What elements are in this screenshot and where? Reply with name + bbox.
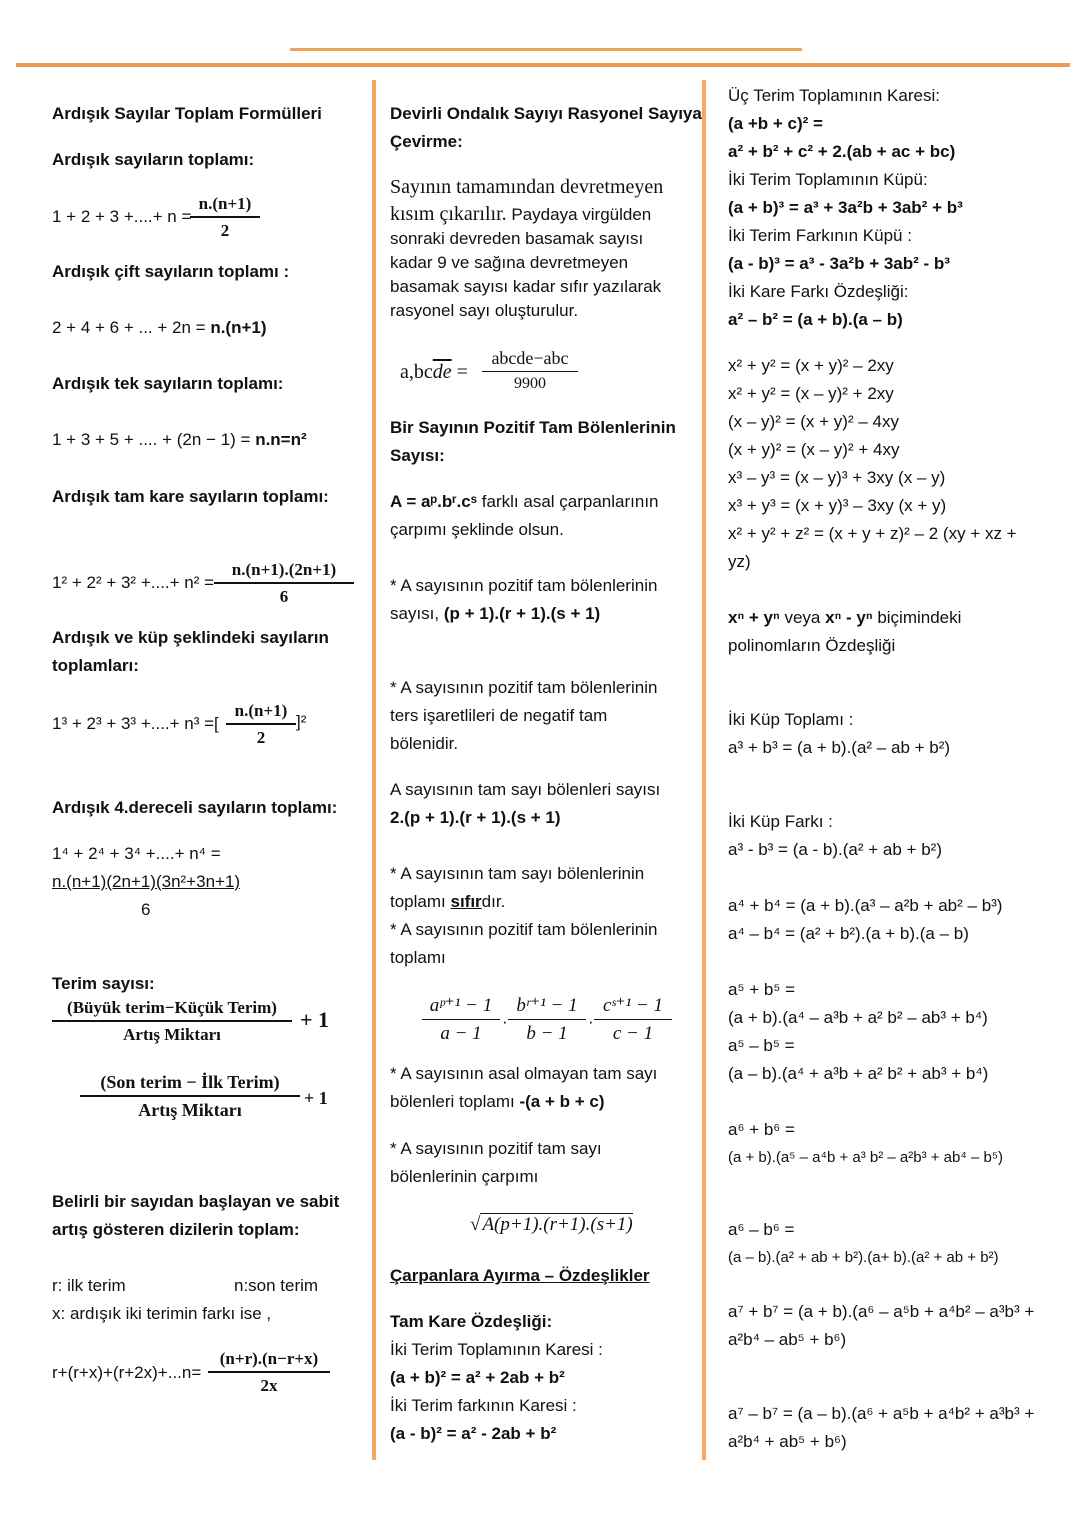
- cube-sum-2-label: İki Küp Toplamı :: [728, 710, 854, 729]
- cube-diff-2-formula: a³ - b³ = (a - b).(a² + ab + b²): [728, 840, 942, 859]
- terms-label: Terim sayısı:: [52, 974, 155, 993]
- int-count-line1: A sayısının tam sayı bölenleri sayısı: [390, 780, 661, 799]
- cube-diff-2-label: İki Küp Farkı :: [728, 812, 833, 831]
- power4-diff: a⁴ – b⁴ = (a² + b²).(a + b).(a – b): [728, 924, 969, 943]
- nonprime-line2: bölenleri toplamı -(a + b + c): [390, 1092, 605, 1111]
- pos-sum-line2: toplamı: [390, 948, 446, 967]
- cube-tail: ]²: [296, 712, 307, 731]
- seq-first-term: r: ilk terim: [52, 1276, 126, 1295]
- cube-label-line1: Ardışık ve küp şeklindeki sayıların: [52, 628, 329, 647]
- cube-sum-label: İki Terim Toplamının Küpü:: [728, 170, 928, 189]
- seq-denominator: 2x: [260, 1376, 278, 1395]
- power5-sum-line1: a⁵ + b⁵ =: [728, 980, 796, 999]
- seq-label-line1: Belirli bir sayıdan başlayan ve sabit: [52, 1192, 340, 1211]
- identity-x5: x³ – y³ = (x – y)³ + 3xy (x – y): [728, 468, 946, 487]
- sum-factor-b: [508, 994, 586, 1045]
- cube-numerator: n.(n+1): [226, 701, 296, 725]
- section-title: Ardışık Sayılar Toplam Formülleri: [52, 104, 322, 123]
- negative-line2: ters işaretlileri de negatif tam: [390, 706, 608, 725]
- column-divider-right: [702, 80, 706, 1460]
- sum-factor-c-denominator: c − 1: [612, 1023, 654, 1044]
- power6-sum-line1: a⁶ + b⁶ =: [728, 1120, 795, 1139]
- terms-fraction-2: [80, 1072, 300, 1121]
- decimal-denominator: 9900: [514, 375, 546, 392]
- power7-sum-line2: a²b⁴ – ab⁵ + b⁶): [728, 1330, 847, 1349]
- poly-title-line1: xⁿ + yⁿ veya xⁿ - yⁿ biçimindeki: [728, 608, 962, 627]
- divisors-title-line1: Bir Sayının Pozitif Tam Bölenlerinin: [390, 418, 676, 437]
- trinomial-line2: a² + b² + c² + 2.(ab + ac + bc): [728, 142, 956, 161]
- terms-plus-1: + 1: [300, 1007, 330, 1032]
- negative-line3: bölenidir.: [390, 734, 459, 753]
- even-formula: 2 + 4 + 6 + ... + 2n = n.(n+1): [52, 318, 267, 337]
- a-definition-line1: A = aᵖ.bʳ.cˢ farklı asal çarpanlarının: [390, 492, 659, 511]
- square-sum-label: İki Terim Toplamının Karesi :: [390, 1340, 603, 1359]
- identity-x4: (x + y)² = (x – y)² + 4xy: [728, 440, 900, 459]
- pos-count-line1: * A sayısının pozitif tam bölenlerinin: [390, 576, 658, 595]
- trinomial-label: Üç Terim Toplamının Karesi:: [728, 86, 940, 105]
- negative-line1: * A sayısının pozitif tam bölenlerinin: [390, 678, 658, 697]
- decimal-desc-line6: rasyonel sayı oluşturulur.: [390, 301, 579, 320]
- power7-diff-line1: a⁷ – b⁷ = (a – b).(a⁶ + a⁵b + a⁴b² + a³b³ +: [728, 1404, 1035, 1423]
- sum-lhs: 1 + 2 + 3 +....+ n =: [52, 207, 192, 226]
- sum-factor-b-denominator: b − 1: [526, 1023, 568, 1044]
- power6-diff-line2: (a – b).(a² + ab + b²).(a+ b).(a² + ab + b²): [728, 1249, 999, 1266]
- decimal-numerator: abcde−abc: [482, 348, 578, 372]
- divisors-title-line2: Sayısı:: [390, 446, 445, 465]
- decimal-lhs: $a,bc\overline{de}$ =: [400, 361, 468, 383]
- a-definition-line2: çarpımı şeklinde olsun.: [390, 520, 564, 539]
- sum-numerator: n.(n+1): [190, 194, 260, 218]
- square-label: Ardışık tam kare sayıların toplamı:: [52, 487, 329, 506]
- trinomial-line1: (a +b + c)² =: [728, 114, 823, 133]
- power4-sum: a⁴ + b⁴ = (a + b).(a³ – a²b + ab² – b³): [728, 896, 1003, 915]
- column-divider-left: [372, 80, 376, 1460]
- sum-factor-c-numerator: cˢ⁺¹ − 1: [594, 994, 672, 1020]
- sum-factor-a-denominator: a − 1: [440, 1023, 482, 1044]
- odd-label: Ardışık tek sayıların toplamı:: [52, 374, 284, 393]
- terms-numerator-1: (Büyük terim−Küçük Terim): [52, 998, 292, 1022]
- int-sum-line1: * A sayısının tam sayı bölenlerinin: [390, 864, 645, 883]
- int-count-formula: 2.(p + 1).(r + 1).(s + 1): [390, 808, 561, 827]
- power6-sum-line2: (a + b).(a⁵ – a⁴b + a³ b² – a²b³ + ab⁴ – b⁵): [728, 1149, 1004, 1166]
- decimal-desc-line2: kısım çıkarılır. Paydaya virgülden: [390, 203, 652, 225]
- decimal-title-line1: Devirli Ondalık Sayıyı Rasyonel Sayıya: [390, 104, 702, 123]
- dot-1: ·: [502, 1012, 508, 1031]
- fourth-numerator: n.(n+1)(2n+1)(3n²+3n+1): [52, 872, 241, 891]
- fourth-denominator: 6: [141, 900, 151, 919]
- dot-2: ·: [588, 1012, 594, 1031]
- nonprime-line1: * A sayısının asal olmayan tam sayı: [390, 1064, 658, 1083]
- identity-x7-line2: yz): [728, 552, 751, 571]
- square-lhs: 1² + 2² + 3² +....+ n² =: [52, 573, 215, 592]
- poly-title-line2: polinomların Özdeşliği: [728, 636, 896, 655]
- product-line2: bölenlerinin çarpımı: [390, 1167, 539, 1186]
- top-rule-long: [16, 63, 1070, 67]
- terms-fraction-1: [52, 998, 292, 1045]
- square-denominator: 6: [279, 587, 289, 606]
- power5-diff-line1: a⁵ – b⁵ =: [728, 1036, 795, 1055]
- cube-diff-label: İki Terim Farkının Küpü :: [728, 226, 912, 245]
- identity-x2: x² + y² = (x – y)² + 2xy: [728, 384, 894, 403]
- top-rule-short: [290, 48, 802, 51]
- product-formula: √ A(p+1).(r+1).(s+1): [470, 1214, 633, 1235]
- decimal-desc-line3: sonraki devreden basamak sayısı: [390, 229, 644, 248]
- power7-sum-line1: a⁷ + b⁷ = (a + b).(a⁶ – a⁵b + a⁴b² – a³b³ +: [728, 1302, 1035, 1321]
- seq-label-line2: artış gösteren dizilerin toplam:: [52, 1220, 300, 1239]
- cube-diff-formula: (a - b)³ = a³ - 3a²b + 3ab² - b³: [728, 254, 950, 273]
- terms-numerator-2: (Son terim − İlk Terim): [80, 1072, 300, 1097]
- cube-denominator: 2: [256, 728, 266, 747]
- sum-denominator: 2: [220, 221, 230, 240]
- terms-plus-2: + 1: [304, 1088, 328, 1108]
- sum-fraction: [190, 194, 260, 241]
- seq-step: x: ardışık iki terimin farkı ise ,: [52, 1304, 272, 1323]
- decimal-desc-line5: basamak sayısı kadar sıfır yazılarak: [390, 277, 662, 296]
- even-label: Ardışık çift sayıların toplamı :: [52, 262, 290, 281]
- power5-diff-line2: (a – b).(a⁴ + a³b + a² b² + ab³ + b⁴): [728, 1064, 989, 1083]
- seq-numerator: (n+r).(n−r+x): [208, 1349, 330, 1373]
- square-fraction: [214, 560, 354, 607]
- pos-sum-line1: * A sayısının pozitif tam bölenlerinin: [390, 920, 658, 939]
- seq-fraction: [208, 1349, 330, 1396]
- seq-last-term: n:son terim: [234, 1276, 319, 1295]
- cube-sum-formula: (a + b)³ = a³ + 3a²b + 3ab² + b³: [728, 198, 963, 217]
- square-difference-label: İki Kare Farkı Özdeşliği:: [728, 282, 909, 301]
- square-numerator: n.(n+1).(2n+1): [214, 560, 354, 584]
- decimal-desc-line4: kadar 9 ve sağına devretmeyen: [390, 253, 629, 272]
- identity-x1: x² + y² = (x + y)² – 2xy: [728, 356, 894, 375]
- sum-factor-a-numerator: aᵖ⁺¹ − 1: [422, 994, 500, 1020]
- square-difference-formula: a² – b² = (a + b).(a – b): [728, 310, 903, 329]
- identity-x7-line1: x² + y² + z² = (x + y + z)² – 2 (xy + xz +: [728, 524, 1017, 543]
- cube-sum-2-formula: a³ + b³ = (a + b).(a² – ab + b²): [728, 738, 951, 757]
- product-line1: * A sayısının pozitif tam sayı: [390, 1139, 602, 1158]
- identity-x6: x³ + y³ = (x + y)³ – 3xy (x + y): [728, 496, 947, 515]
- perfect-square-title: Tam Kare Özdeşliği:: [390, 1312, 553, 1331]
- sum-factor-a: [422, 994, 500, 1045]
- decimal-title-line2: Çevirme:: [390, 132, 463, 151]
- seq-lhs: r+(r+x)+(r+2x)+...n=: [52, 1363, 202, 1382]
- decimal-fraction: [482, 348, 578, 393]
- power7-diff-line2: a²b⁴ + ab⁵ + b⁶): [728, 1432, 847, 1451]
- square-diff-label: İki Terim farkının Karesi :: [390, 1396, 577, 1415]
- fourth-lhs: 1⁴ + 2⁴ + 3⁴ +....+ n⁴ =: [52, 844, 221, 863]
- cube-fraction: [226, 701, 296, 748]
- terms-denominator-1: Artış Miktarı: [123, 1025, 221, 1044]
- factoring-title: Çarpanlara Ayırma – Özdeşlikler: [390, 1266, 650, 1285]
- sum-factor-c: [594, 994, 672, 1045]
- pos-count-line2: sayısı, (p + 1).(r + 1).(s + 1): [390, 604, 601, 623]
- square-sum-formula: (a + b)² = a² + 2ab + b²: [390, 1368, 565, 1387]
- cube-lhs: 1³ + 2³ + 3³ +....+ n³ =[: [52, 714, 219, 733]
- square-diff-formula: (a - b)² = a² - 2ab + b²: [390, 1424, 557, 1443]
- sum-label: Ardışık sayıların toplamı:: [52, 150, 255, 169]
- odd-formula: 1 + 3 + 5 + .... + (2n − 1) = n.n=n²: [52, 430, 307, 449]
- identity-x3: (x – y)² = (x + y)² – 4xy: [728, 412, 899, 431]
- power5-sum-line2: (a + b).(a⁴ – a³b + a² b² – ab³ + b⁴): [728, 1008, 988, 1027]
- power6-diff-line1: a⁶ – b⁶ =: [728, 1220, 795, 1239]
- decimal-desc-line1: Sayının tamamından devretmeyen: [390, 176, 664, 198]
- fourth-label: Ardışık 4.dereceli sayıların toplamı:: [52, 798, 338, 817]
- cube-label-line2: toplamları:: [52, 656, 139, 675]
- int-sum-line2: toplamı sıfırdır.: [390, 892, 506, 911]
- terms-denominator-2: Artış Miktarı: [138, 1100, 242, 1120]
- sum-factor-b-numerator: bʳ⁺¹ − 1: [508, 994, 586, 1020]
